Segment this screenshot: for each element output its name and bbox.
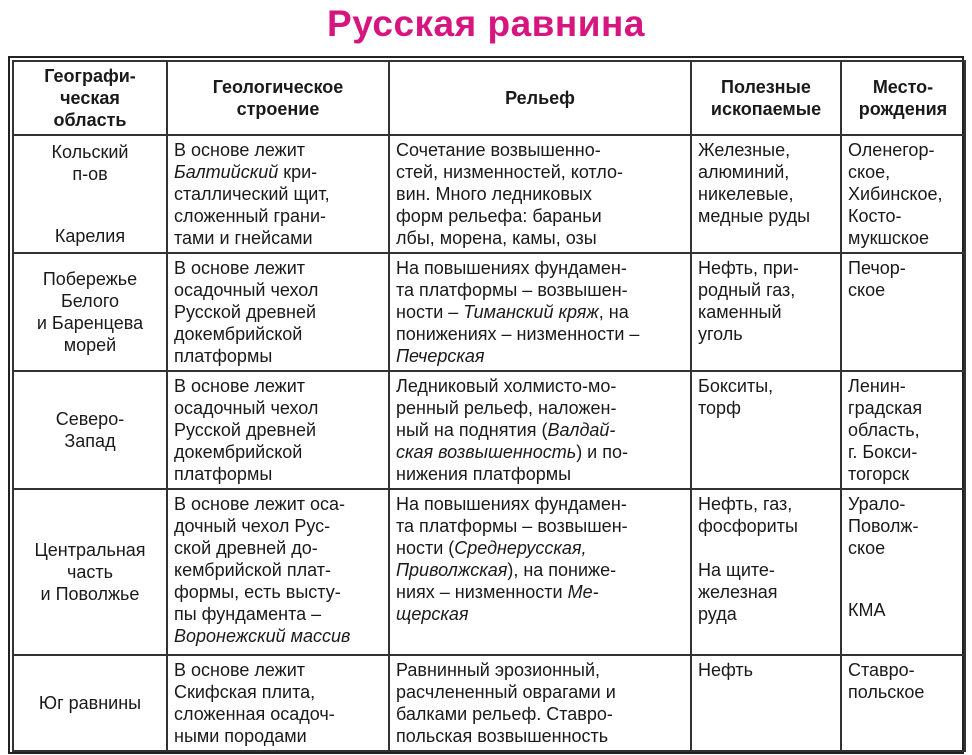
deposits-cell <box>841 489 965 655</box>
header-minerals: Полезные ископаемые <box>691 61 841 135</box>
header-deposits: Место- рождения <box>841 61 965 135</box>
deposits-text-secondary: КМА <box>848 600 886 620</box>
minerals-cell: Нефть, при- родный газ, каменный уголь <box>691 253 841 371</box>
deposits-cell: Оленегор- ское, Хибинское, Косто- мукшское <box>841 135 965 253</box>
relief-text: Ледниковый холмисто-мо- ренный рельеф, наложен- ный на поднятия ( <box>396 376 617 440</box>
relief-italic-text: Среднерусская, Приволжская <box>396 538 587 580</box>
deposits-cell: Печор- ское <box>841 253 965 371</box>
page-title: Русская равнина <box>327 3 645 44</box>
geology-cell: В основе лежит Скифская плита, сложенная осадоч- ными породами <box>167 655 389 751</box>
table-row <box>13 371 965 489</box>
geology-text: В основе лежит оса- дочный чехол Рус- ской древней до- кембрийской плат- формы, есть высту- пы фундамента – <box>174 494 346 624</box>
relief-italic-text: Тиманский кряж <box>463 302 599 322</box>
geology-text-cont: кри- сталлический щит, сложенный грани- тами и гнейсами <box>174 162 330 248</box>
relief-text: На повышениях фундамен- та платформы – возвышен- ности ( <box>396 494 628 558</box>
relief-cell <box>389 371 691 489</box>
geology-cell <box>167 489 389 655</box>
region-cell: Побережье Белого и Баренцева морей <box>13 253 167 371</box>
relief-text-cont: ) и по- нижения платформы <box>396 442 628 484</box>
region-cell: Юг равнины <box>13 655 167 751</box>
header-geology: Геологическое строение <box>167 61 389 135</box>
relief-cell <box>389 489 691 655</box>
relief-cell: Сочетание возвышенно- стей, низменностей, котло- вин. Много ледниковых форм рельефа: бараньи лбы, морена, камы, озы <box>389 135 691 253</box>
region-cell: Центральная часть и Поволжье <box>13 489 167 655</box>
geology-text: В основе лежит <box>174 140 305 160</box>
geology-cell: В основе лежит осадочный чехол Русской древней докембрийской платформы <box>167 371 389 489</box>
header-relief: Рельеф <box>389 61 691 135</box>
header-region: Географи- ческая область <box>13 61 167 135</box>
minerals-cell <box>691 489 841 655</box>
table-row <box>13 135 965 253</box>
table-row <box>13 253 965 371</box>
header-row <box>13 61 965 135</box>
table-row <box>13 489 965 655</box>
data-table <box>12 60 966 752</box>
minerals-cell: Нефть <box>691 655 841 751</box>
region-label: Кольский п-ов <box>51 142 129 184</box>
geology-cell <box>167 135 389 253</box>
relief-cell: Равнинный эрозионный, расчлененный оврагами и балками рельеф. Ставро- польская возвышенность <box>389 655 691 751</box>
table-frame <box>8 56 964 754</box>
minerals-cell: Бокситы, торф <box>691 371 841 489</box>
deposits-text: Урало- Поволж- ское <box>848 494 919 558</box>
geology-italic-text: Воронежский массив <box>174 626 351 646</box>
deposits-cell: Ставро- польское <box>841 655 965 751</box>
relief-text-cont: ), на пониже- ниях – низменности <box>396 560 617 602</box>
geology-italic-text: Балтийский <box>174 162 279 182</box>
minerals-cell: Железные, алюминий, никелевые, медные руды <box>691 135 841 253</box>
relief-text: На повышениях фундамен- та платформы – возвышен- ности – <box>396 258 628 322</box>
relief-italic-text: Валдай- ская возвышенность <box>396 420 616 462</box>
relief-italic-text-2: Печерская <box>396 346 485 366</box>
relief-text-cont: , на понижениях – низменности – <box>396 302 640 344</box>
deposits-cell: Ленин- градская область, г. Бокси- тогорск <box>841 371 965 489</box>
minerals-text-secondary: На щите- железная руда <box>698 560 778 624</box>
region-cell: Северо- Запад <box>13 371 167 489</box>
region-label-secondary: Карелия <box>54 226 126 246</box>
region-cell <box>13 135 167 253</box>
relief-italic-text-2: Ме- щерская <box>396 582 599 624</box>
minerals-text: Нефть, газ, фосфориты <box>698 494 798 536</box>
relief-cell <box>389 253 691 371</box>
geology-cell: В основе лежит осадочный чехол Русской древней докембрийской платформы <box>167 253 389 371</box>
table-row <box>13 655 965 751</box>
